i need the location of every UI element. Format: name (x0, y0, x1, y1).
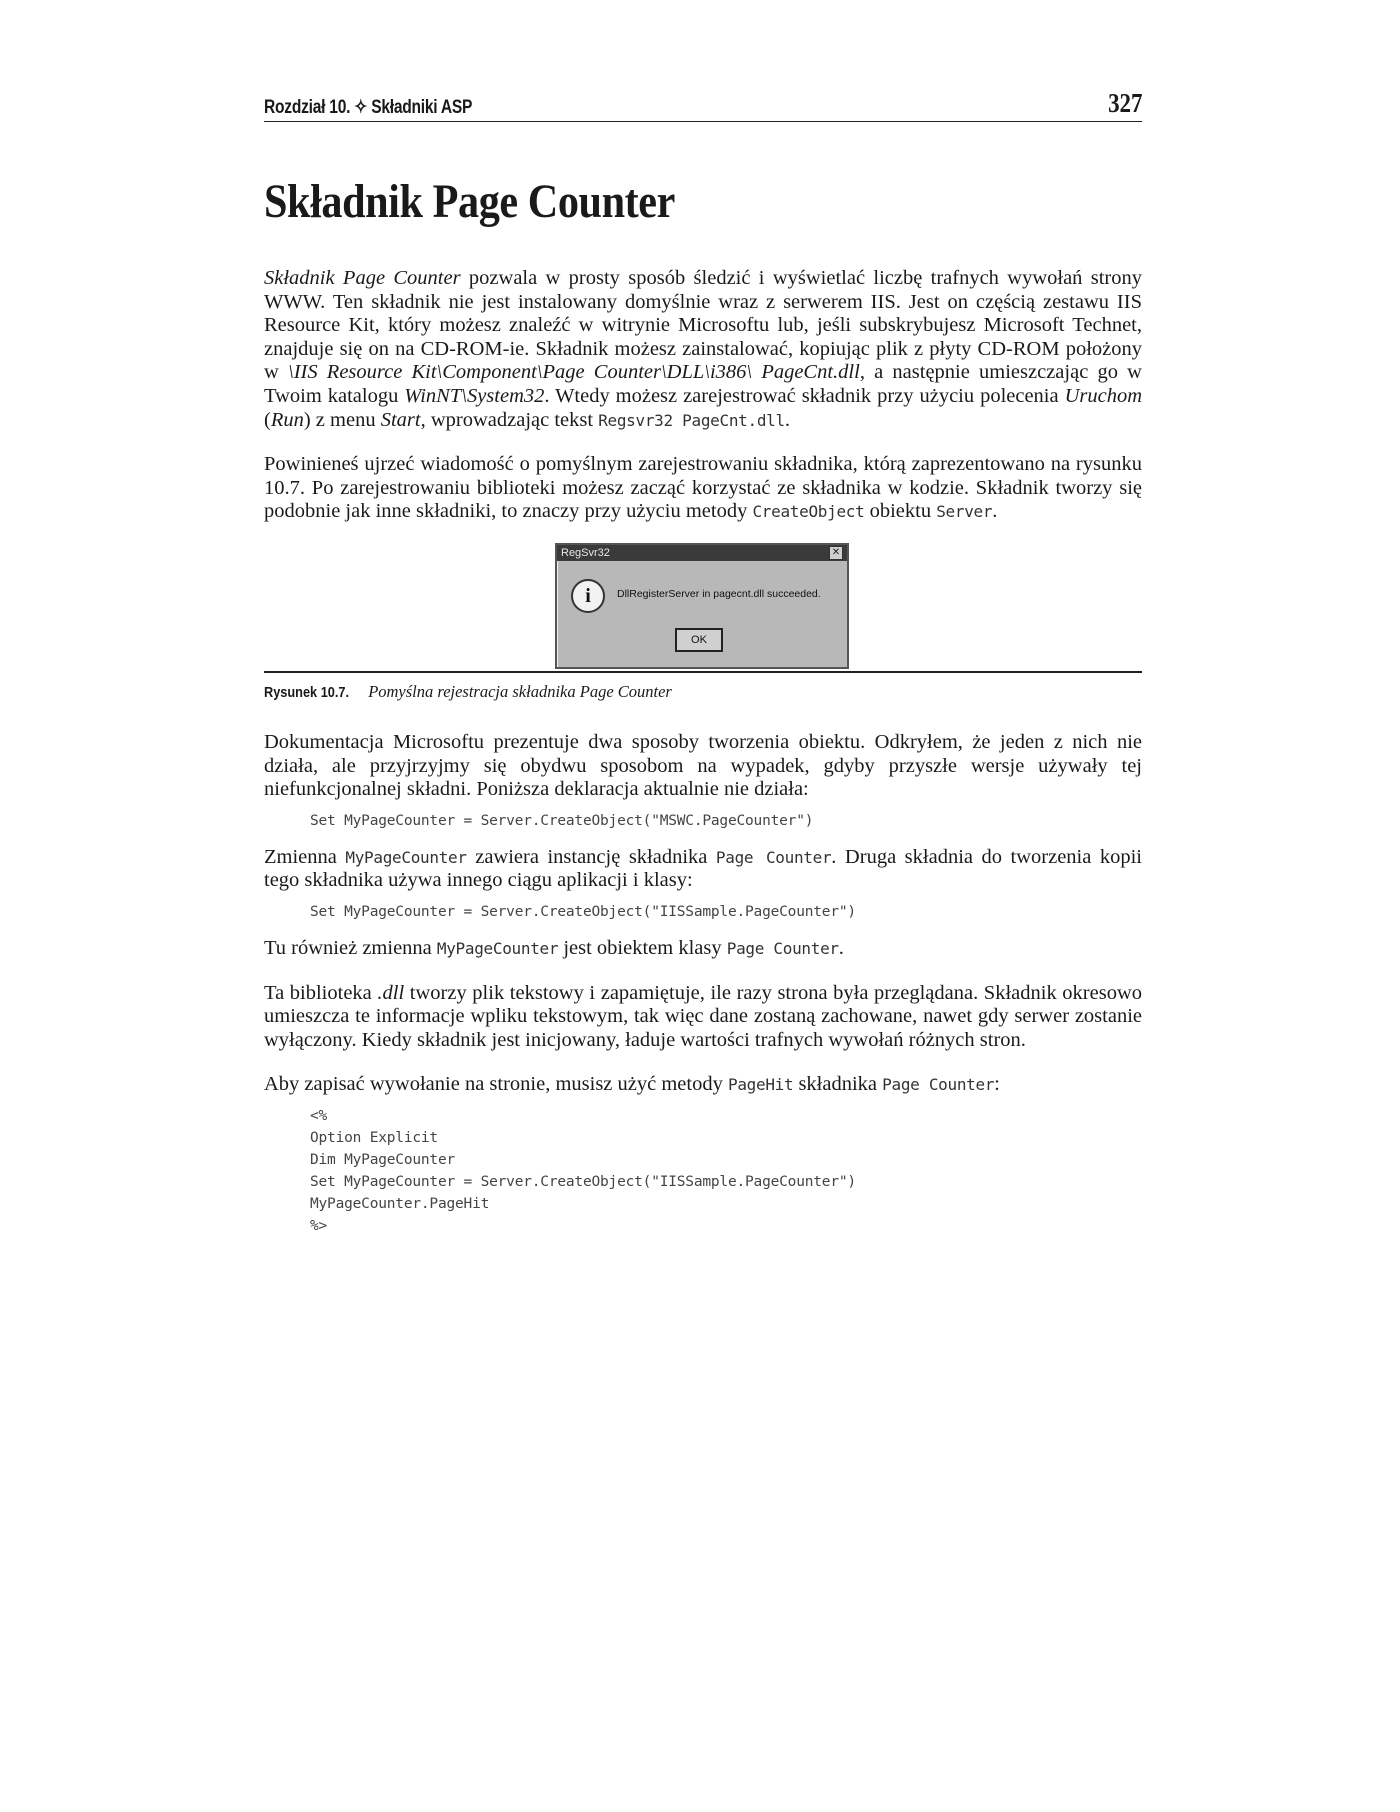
figure-caption (264, 682, 1142, 702)
italic-path: \IIS Resource Kit\Component\Page Counter\DLL\i386\ PageCnt.dll (288, 361, 860, 384)
text: ( (264, 408, 271, 431)
inline-code: Page Counter (882, 1075, 995, 1095)
paragraph-variable (264, 846, 1142, 893)
code-block-3: <% Option Explicit Dim MyPageCounter Set MyPageCounter = Server.CreateObject("IISSample.PageCounter") MyPageCounter.PageHit %> (310, 1107, 856, 1234)
dialog-title: RegSvr32 (561, 546, 610, 559)
paragraph-intro (264, 267, 1142, 432)
text: . (838, 936, 844, 959)
dialog-message: DllRegisterServer in pagecnt.dll succeeded. (617, 587, 821, 600)
figure (264, 543, 1142, 671)
italic-path: WinNT\System32 (404, 384, 545, 407)
regsvr32-dialog (555, 543, 849, 669)
chapter-title: Rozdział 10. ✧ Składniki ASP (264, 97, 473, 118)
dialog-titlebar (557, 545, 847, 561)
paragraph-registration (264, 453, 1142, 524)
text: Zmienna (264, 845, 346, 868)
section-title: Składnik Page Counter (264, 175, 675, 228)
paragraph-pagehit (264, 1073, 1142, 1097)
dialog-body (557, 561, 847, 665)
inline-code: MyPageCounter (345, 847, 467, 867)
inline-code: PageHit (727, 1075, 794, 1095)
text: ) z menu (303, 408, 381, 431)
text: obiektu (864, 500, 937, 523)
running-head (264, 88, 1142, 122)
text: Ta biblioteka (264, 981, 378, 1004)
text: Powinieneś ujrzeć wiadomość o pomyślnym zarejestrowaniu składnika, którą zaprezentowano na rysunku 10.7. Po zarejestrowaniu biblioteki możesz zacząć korzystać ze składnika w kodzie. Składnik tworzy się podobnie jak inne składniki, to znaczy przy użyciu metody (264, 453, 1142, 523)
inline-code: CreateObject (752, 502, 865, 522)
code-block-2: Set MyPageCounter = Server.CreateObject("IISSample.PageCounter") (310, 903, 856, 920)
italic-text: Uruchom (1064, 384, 1142, 407)
text: . (992, 500, 998, 523)
figure-rule (264, 671, 1142, 673)
ok-button[interactable]: OK (675, 628, 723, 652)
italic-text: Start (380, 408, 421, 431)
close-icon[interactable]: ✕ (829, 546, 843, 560)
text: tworzy plik tekstowy i zapamiętuje, ile razy strona była przeglądana. Składnik okresowo umieszcza te informacje wpliku tekstowym, tak więc dane zostaną zachowane, nawet gdy serwer zostanie wyłączony. Kiedy składnik jest inicjowany, ładuje wartości trafnych wywołań różnych stron. (264, 981, 1143, 1051)
italic-text: .dll (377, 981, 405, 1004)
text: pozwala w prosty sposób śledzić i wyświetlać liczbę trafnych wywołań strony WWW. Ten składnik nie jest instalowany domyślnie wraz z serwerem IIS. Jest on częścią zestawu IIS Resource Kit, który możesz znaleźć w witrynie Microsoftu lub, jeśli subskrybujesz Microsoft Technet, znajduje się on na CD-ROM-ie. Składnik możesz zainstalować, kopiując plik z płyty CD-ROM położony w (264, 267, 1143, 384)
text: jest obiektem klasy (558, 936, 727, 959)
text: zawiera instancję składnika (466, 845, 716, 868)
book-page (264, 88, 1142, 1237)
caption-text: Pomyślna rejestracja składnika Page Counter (364, 681, 672, 701)
text: Aby zapisać wywołanie na stronie, musisz użyć metody (264, 1073, 728, 1096)
inline-code: Regsvr32 PageCnt.dll (598, 410, 785, 430)
text: Tu również zmienna (264, 936, 437, 959)
page-number: 327 (1107, 88, 1142, 118)
italic-text: Składnik Page Counter (264, 267, 461, 289)
text: : (994, 1073, 1000, 1096)
inline-code: Page Counter (726, 938, 839, 958)
text: , a następnie umieszczając go w Twoim katalogu (264, 361, 1142, 407)
text: . Druga składnia do tworzenia kopii tego składnika używa innego ciągu aplikacji i klasy: (264, 845, 1142, 892)
text: . (784, 408, 790, 431)
paragraph-documentation: Dokumentacja Microsoftu prezentuje dwa sposoby tworzenia obiektu. Odkryłem, że jeden z nich nie działa, ale przyjrzyjmy się obydwu sposobom na wypadek, gdyby przyszłe wersje używały tej niefunkcjonalnej składni. Poniższa deklaracja aktualnie nie działa: (264, 730, 1142, 801)
info-icon: i (571, 579, 605, 613)
text: składnika (793, 1073, 883, 1096)
code-block-1: Set MyPageCounter = Server.CreateObject("MSWC.PageCounter") (310, 812, 814, 829)
paragraph-library (264, 982, 1142, 1053)
inline-code: MyPageCounter (436, 938, 559, 958)
inline-code: Server (936, 502, 993, 522)
paragraph-also (264, 937, 1142, 961)
caption-label: Rysunek 10.7. (264, 683, 350, 701)
text: . Wtedy możesz zarejestrować składnik przy użyciu polecenia (544, 384, 1065, 407)
inline-code: Page Counter (715, 847, 832, 867)
text: , wprowadzając tekst (420, 408, 599, 431)
italic-text: Run (270, 408, 304, 431)
